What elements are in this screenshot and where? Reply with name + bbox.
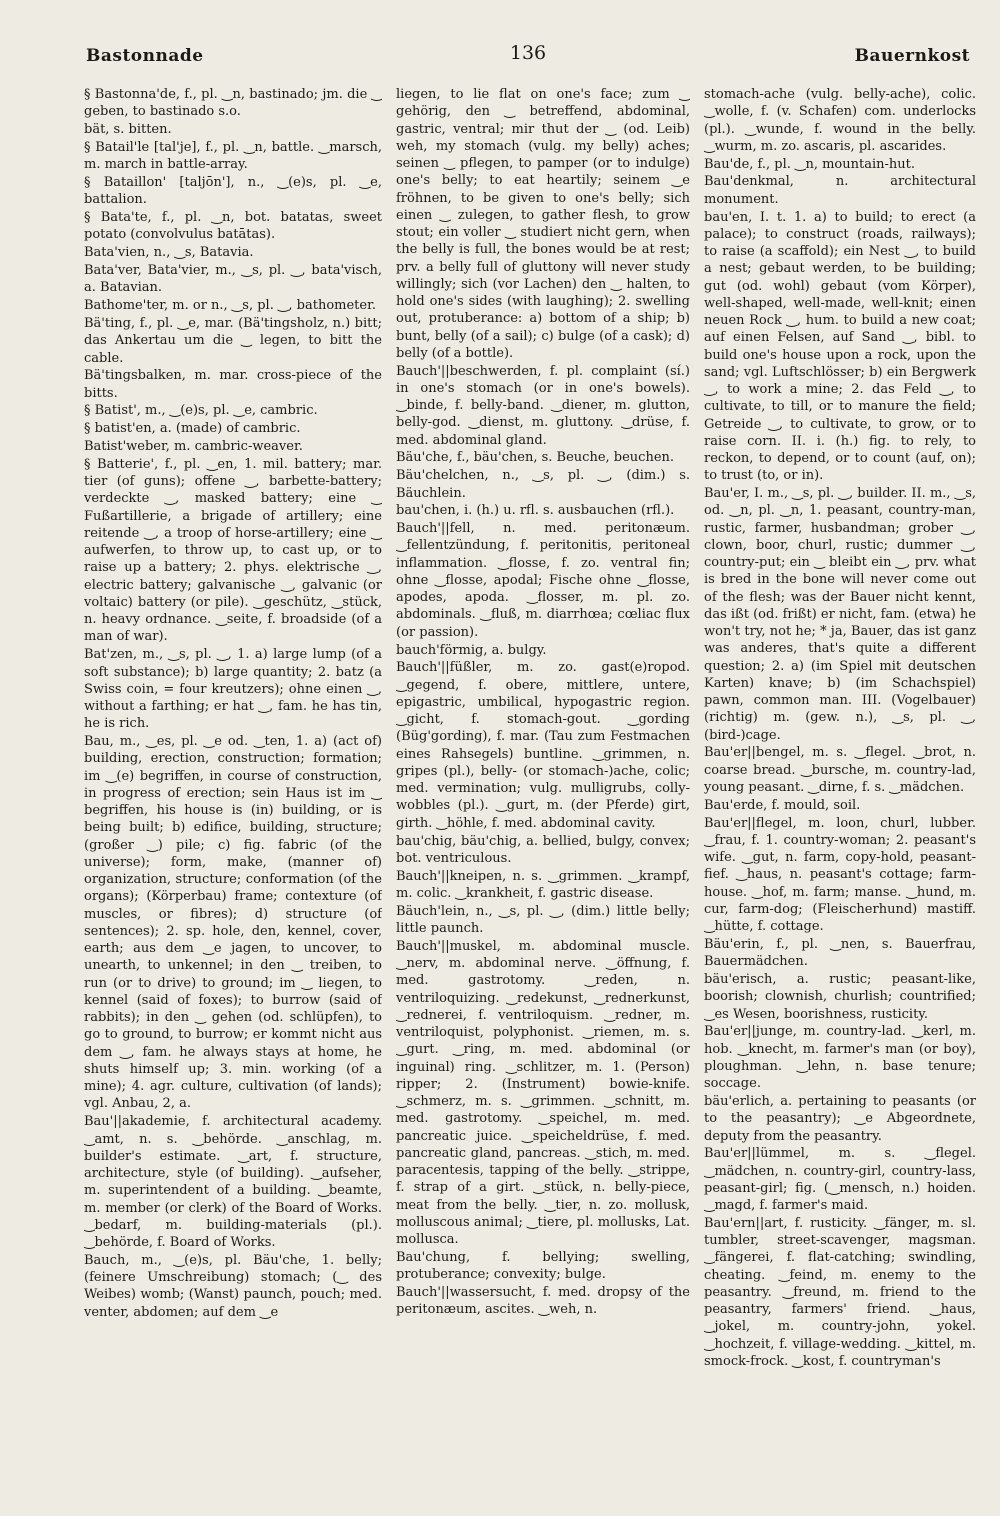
dictionary-entry: Batist'weber, m. cambric-weaver.	[84, 439, 303, 455]
dictionary-entry: Bä'ting, f., pl. ‿e, mar. (Bä'tingsholz, n.) bitt; das Ankertau um die ‿ legen, to bitt the cable.	[84, 316, 382, 366]
dictionary-entry: bau'en, I. t. 1. a) to build; to erect (a palace); to construct (roads, railways); to raise (a scaffold); ein Nest ‿, to build a nest; gebaut werden, to be building; gut (od. wohl) gebaut (vom Körper), well-shaped, well-made, well-knit; einen neuen Rock ‿, hum. to build a new coat; auf einen Felsen, auf Sand ‿, bibl. to build one's house upon a rock, upon the sand; vgl. Luftschlösser; b) ein Bergwerk ‿, to work a mine; 2. das Feld ‿, to cultivate, to till, or to manure the field; Getreide ‿, to cultivate, to grow, or to raise corn. II. i. (h.) fig. to rely, to reckon, to depend, or to count (auf, on); to trust (to, or in).	[704, 209, 976, 484]
dictionary-entry: Bau'er||bengel, m. s. ‿flegel. ‿brot, n. coarse bread. ‿bursche, m. country-lad, young peasant. ‿dirne, f. s. ‿mädchen.	[704, 745, 976, 795]
dictionary-entry: § Bataillon' [taljōn'], n., ‿(e)s, pl. ‿e, battalion.	[84, 175, 382, 208]
dictionary-entry: Bauch'||wassersucht, f. med. dropsy of the peritonæum, ascites. ‿weh, n.	[396, 1284, 690, 1318]
dictionary-entry: bauch'förmig, a. bulgy.	[396, 642, 547, 658]
dictionary-entry: Bauch, m., ‿(e)s, pl. Bäu'che, 1. belly; (feinere Umschreibung) stomach; (‿ des Weibes) womb; (Wanst) paunch, pouch; med. venter, abdomen; auf dem ‿e	[84, 1252, 382, 1320]
dictionary-entry: Bata'vien, n., ‿s, Batavia.	[84, 245, 254, 261]
column-right	[704, 86, 976, 1486]
dictionary-entry: Bäuch'lein, n., ‿s, pl. ‿, (dim.) little belly; little paunch.	[396, 903, 690, 936]
page-header	[86, 38, 970, 78]
column-middle	[396, 86, 690, 1486]
dictionary-entry: Bau'||akademie, f. architectural academy. ‿amt, n. s. ‿behörde. ‿anschlag, m. builder's estimate. ‿art, f. structure, architecture, style (of building). ‿aufseher, m. superintendent of a building. ‿beamte, m. member (or clerk) of the Board of Works. ‿bedarf, m. building-materials (pl.). ‿behörde, f. Board of Works.	[84, 1114, 382, 1250]
dictionary-entry: Bau'erde, f. mould, soil.	[704, 797, 861, 813]
dictionary-entry: Bau, m., ‿es, pl. ‿e od. ‿ten, 1. a) (act of) building, erection, construction; formation; im ‿(e) begriffen, in course of construction, in progress of erection; sein Haus ist im ‿ begriffen, his house is (in) building, or is being built; b) edifice, building, structure; (großer ‿) pile; c) fig. fabric (of the universe); form, make, (manner of) organization, structure; conformation (of the organs); (Körperbau) frame; contexture (of muscles, or fibres); d) structure (of sentences); 2. sp. hole, den, kennel, cover, earth; aus dem ‿e jagen, to uncover, to unearth, to unkennel; in den ‿ treiben, to run (or to drive) to ground; im ‿ liegen, to kennel (said of foxes); to burrow (said of rabbits); in den ‿ gehen (od. schlüpfen), to go to ground, to burrow; er kommt nicht aus dem ‿, fam. he always stays at home, he shuts himself up; 3. min. working (of a mine); 4. agr. culture, cultivation (of lands); vgl. Anbau, 2, a.	[84, 734, 382, 1112]
dictionary-entry: Bau'ern||art, f. rusticity. ‿fänger, m. sl. tumbler, street-scavenger, magsman. ‿fängerei, f. flat-catching; swindling, cheating. ‿feind, m. enemy to the peasantry. ‿freund, m. friend to the peasantry, farmers' friend. ‿haus, ‿jokel, m. country-john, yokel. ‿hochzeit, f. village-wedding. ‿kittel, m. smock-frock. ‿kost, f. countryman's	[704, 1215, 976, 1369]
right-running-head: Bauernkost	[854, 46, 970, 66]
dictionary-entry: Bau'er||lümmel, m. s. ‿flegel. ‿mädchen, n. country-girl, country-lass, peasant-girl; fig. (‿mensch, n.) hoiden. ‿magd, f. farmer's maid.	[704, 1146, 976, 1214]
dictionary-entry: bät, s. bitten.	[84, 122, 172, 138]
dictionary-entry: Bat'zen, m., ‿s, pl. ‿, 1. a) large lump (of a soft substance); b) large quantity; 2. batz (a Swiss coin, = four kreutzers); ohne einen ‿, without a farthing; er hat ‿, fam. he has tin, he is rich.	[84, 647, 382, 732]
dictionary-entry: Bäu'erin, f., pl. ‿nen, s. Bauerfrau, Bauermädchen.	[704, 937, 976, 970]
page-number: 136	[509, 42, 547, 64]
dictionary-entry: § Bata'te, f., pl. ‿n, bot. batatas, sweet potato (convolvulus batātas).	[84, 210, 382, 243]
dictionary-entry: bau'chig, bäu'chig, a. bellied, bulgy, convex; bot. ventriculous.	[396, 833, 690, 866]
dictionary-entry: Bau'denkmal, n. architectural monument.	[704, 174, 976, 207]
dictionary-entry: liegen, to lie flat on one's face; zum ‿ gehörig, den ‿ betreffend, abdominal, gastric, ventral; mir thut der ‿ (od. Leib) weh, my stomach (vulg. my belly) aches; seinen ‿ pflegen, to pamper (or to indulge) one's belly; to eat heartily; seinem ‿e fröhnen, to be given to one's belly; sich einen ‿ zulegen, to gather flesh, to grow stout; ein voller ‿ studiert nicht gern, when the belly is full, the bones would be at rest; prv. a belly full of gluttony will never study willingly; sich (vor Lachen) den ‿ halten, to hold one's sides (with laughing); 2. swelling out, protuberance: a) bottom of a ship; b) bunt, belly (of a sail); c) bulge (of a cask); d) belly (of a bottle).	[396, 87, 690, 361]
dictionary-entry: Bau'chung, f. bellying; swelling, protuberance; convexity; bulge.	[396, 1249, 690, 1283]
dictionary-entry: Bäu'che, f., bäu'chen, s. Beuche, beuchen.	[396, 450, 675, 466]
dictionary-entry: Bäu'chelchen, n., ‿s, pl. ‿, (dim.) s. Bäuchlein.	[396, 468, 690, 501]
dictionary-entry: Bä'tingsbalken, m. mar. cross-piece of the bitts.	[84, 368, 382, 401]
dictionary-entry: § Batail'le [tal'je], f., pl. ‿n, battle. ‿marsch, m. march in battle-array.	[84, 139, 382, 173]
dictionary-entry: § Bastonna'de, f., pl. ‿n, bastinado; jm. die ‿ geben, to bastinado s.o.	[84, 87, 382, 120]
dictionary-entry: Bata'ver, Bata'vier, m., ‿s, pl. ‿, bata'visch, a. Batavian.	[84, 263, 382, 296]
dictionary-entry: Bauch'||fell, n. med. peritonæum. ‿fellentzündung, f. peritonitis, peritoneal inflammation. ‿flosse, f. zo. ventral fin; ohne ‿flosse, apodal; Fische ohne ‿flosse, apodes, apoda. ‿flosser, m. pl. zo. abdominals. ‿fluß, m. diarrhœa; cœliac flux (or passion).	[396, 521, 690, 640]
dictionary-entry: stomach-ache (vulg. belly-ache), colic. ‿wolle, f. (v. Schafen) com. underlocks (pl.). ‿wunde, f. wound in the belly. ‿wurm, m. zo. ascaris, pl. ascarides.	[704, 87, 976, 154]
dictionary-entry: bäu'erisch, a. rustic; peasant-like, boorish; clownish, churlish; countrified; ‿es Wesen, boorishness, rusticity.	[704, 972, 976, 1022]
dictionary-entry: Bau'de, f., pl. ‿n, mountain-hut.	[704, 156, 916, 172]
dictionary-entry: Bauch'||füßler, m. zo. gast(e)ropod. ‿gegend, f. obere, mittlere, untere, epigastric, umbilical, hypogastric region. ‿gicht, f. stomach-gout. ‿gording (Büg'gording), f. mar. (Tau zum Festmachen eines Rahsegels) buntline. ‿grimmen, n. gripes (pl.), belly- (or stomach-)ache, colic; med. vermination; vulg. mulligrubs, colly-wobbles (pl.). ‿gurt, m. (der Pferde) girt, girth. ‿höhle, f. med. abdominal cavity.	[396, 660, 690, 831]
dictionary-entry: § batist'en, a. (made) of cambric.	[84, 421, 301, 437]
dictionary-entry: Bauch'||beschwerden, f. pl. complaint (sí.) in one's stomach (or in one's bowels). ‿binde, f. belly-band. ‿diener, m. glutton, belly-god. ‿dienst, m. gluttony. ‿drüse, f. med. abdominal gland.	[396, 363, 690, 448]
column-left	[84, 86, 382, 1486]
dictionary-entry: bau'chen, i. (h.) u. rfl. s. ausbauchen (rfl.).	[396, 503, 675, 519]
dictionary-entry: § Batterie', f., pl. ‿en, 1. mil. battery; mar. tier (of guns); offene ‿, barbette-battery; verdeckte ‿, masked battery; eine ‿ Fußartillerie, a brigade of artillery; eine reitende ‿, a troop of horse-artillery; eine ‿ aufwerfen, to throw up, to cast up, or to raise up a battery; 2. phys. elektrische ‿, electric battery; galvanische ‿, galvanic (or voltaic) battery (or pile). ‿geschütz, ‿stück, n. heavy ordnance. ‿seite, f. broadside (of a man of war).	[84, 456, 382, 645]
dictionary-entry: Bau'er||flegel, m. loon, churl, lubber. ‿frau, f. 1. country-woman; 2. peasant's wife. ‿gut, n. farm, copy-hold, peasant-fief. ‿haus, n. peasant's cottage; farm-house. ‿hof, m. farm; manse. ‿hund, m. cur, farm-dog; (Fleischerhund) mastiff. ‿hütte, f. cottage.	[704, 815, 976, 935]
dictionary-entry: Bau'er||junge, m. country-lad. ‿kerl, m. hob. ‿knecht, m. farmer's man (or boy), ploughman. ‿lehn, n. base tenure; soccage.	[704, 1024, 976, 1092]
dictionary-entry: bäu'erlich, a. pertaining to peasants (or to the peasantry); ‿e Abgeordnete, deputy from the peasantry.	[704, 1094, 976, 1144]
left-running-head: Bastonnade	[86, 46, 204, 66]
dictionary-entry: § Batist', m., ‿(e)s, pl. ‿e, cambric.	[84, 403, 318, 419]
dictionary-entry: Bathome'ter, m. or n., ‿s, pl. ‿, bathometer.	[84, 298, 377, 314]
dictionary-entry: Bau'er, I. m., ‿s, pl. ‿, builder. II. m., ‿s, od. ‿n, pl. ‿n, 1. peasant, country-man, rustic, farmer, husbandman; grober ‿, clown, boor, churl, rustic; dummer ‿, country-put; ein ‿ bleibt ein ‿, prv. what is bred in the bone will never come out of the flesh; was der Bauer nicht kennt, das ißt (od. frißt) er nicht, fam. (etwa) he won't try, not he; * ja, Bauer, das ist ganz was anderes, that's quite a different question; 2. a) (im Spiel mit deutschen Karten) knave; b) (im Schachspiel) pawn, common man. III. (Vogelbauer) (richtig) m. (gew. n.), ‿s, pl. ‿, (bird-)cage.	[704, 486, 976, 743]
dictionary-entry: Bauch'||muskel, m. abdominal muscle. ‿nerv, m. abdominal nerve. ‿öffnung, f. med. gastrotomy. ‿reden, n. ventriloquizing. ‿redekunst, ‿rednerkunst, ‿rednerei, f. ventriloquism. ‿redner, m. ventriloquist, polyphonist. ‿riemen, m. s. ‿gurt. ‿ring, m. med. abdominal (or inguinal) ring. ‿schlitzer, m. 1. (Person) ripper; 2. (Instrument) bowie-knife. ‿schmerz, m. s. ‿grimmen. ‿schnitt, m. med. gastrotomy. ‿speichel, m. med. pancreatic juice. ‿speicheldrüse, f. med. pancreatic gland, pancreas. ‿stich, m. med. paracentesis, tapping of the belly. ‿strippe, f. strap of a girt. ‿stück, n. belly-piece, meat from the belly. ‿tier, n. zo. mollusk, molluscous animal; ‿tiere, pl. mollusks, Lat. mollusca.	[396, 938, 690, 1248]
dictionary-entry: Bauch'||kneipen, n. s. ‿grimmen. ‿krampf, m. colic. ‿krankheit, f. gastric disease.	[396, 868, 690, 901]
